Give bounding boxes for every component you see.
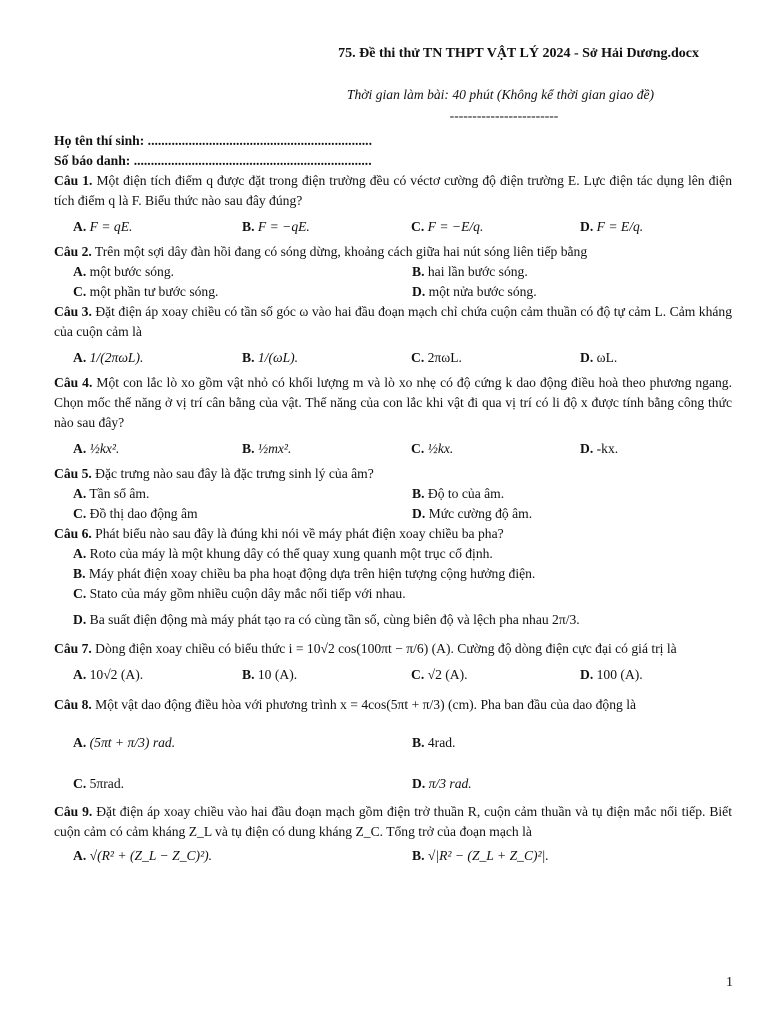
option-b: B. 4rad. bbox=[412, 735, 456, 750]
question-9: Câu 9. Đặt điện áp xoay chiều vào hai đầu đoạn mạch gồm điện trở thuần R, cuộn cảm thuần và tụ điện mắc nối tiếp. Biết cuộn cảm có cảm kháng Z_L và tụ điện có dung kháng Z_C. Tổng trở của đoạn mạch là bbox=[54, 804, 732, 839]
question-3: Câu 3. Đặt điện áp xoay chiều có tần số góc ω vào hai đầu đoạn mạch chỉ chứa cuộn cảm thuần có độ tự cảm L. Cảm kháng của cuộn cảm là bbox=[54, 304, 732, 339]
option-b: B. √|R² − (Z_L + Z_C)²|. bbox=[412, 848, 549, 863]
option-a: A. 10√2 (A). bbox=[73, 666, 144, 682]
option-d: D. -kx. bbox=[580, 440, 619, 456]
option-c: C. 5πrad. bbox=[73, 776, 125, 791]
question-7: Câu 7. Dòng điện xoay chiều có biểu thức i = 10√2 cos(100πt − π/6) (A). Cường độ dòng điện cực đại có giá trị là bbox=[54, 641, 677, 656]
option-d: D. Mức cường độ âm. bbox=[412, 506, 533, 521]
option-c: C. √2 (A). bbox=[411, 666, 468, 682]
option-c: C. F = −E/q. bbox=[411, 218, 484, 234]
question-8-options-row2 bbox=[54, 766, 732, 802]
question-1: Câu 1. Một điện tích điểm q được đặt trong điện trường đều có véctơ cường độ điện trường E. Lực điện tác dụng lên điện tích điểm q là F. Biểu thức nào sau đây đúng? bbox=[54, 173, 732, 208]
option-a: A. ½kx². bbox=[73, 440, 120, 456]
option-b: B. 1/(ωL). bbox=[242, 349, 299, 365]
option-a: A. √(R² + (Z_L − Z_C)²). bbox=[73, 848, 213, 863]
question-4: Câu 4. Một con lắc lò xo gồm vật nhỏ có khối lượng m và lò xo nhẹ có độ cứng k dao động điều hoà theo phương ngang. Chọn mốc thế năng ở vị trí cân bằng của vật. Thế năng của con lắc khi vật đi qua vị trí có li độ x được tính bằng công thức nào sau đây? bbox=[54, 375, 732, 430]
option-b: B. Độ to của âm. bbox=[412, 486, 505, 501]
document-title: 75. Đề thi thử TN THPT VẬT LÝ 2024 - Sở Hải Dương.docx bbox=[338, 46, 699, 61]
question-6: Câu 6. Phát biểu nào sau đây là đúng khi nói về máy phát điện xoay chiều ba pha? bbox=[54, 526, 504, 541]
option-b: B. ½mx². bbox=[242, 440, 292, 456]
option-d: D. ωL. bbox=[580, 349, 618, 365]
question-8: Câu 8. Một vật dao động điều hòa với phương trình x = 4cos(5πt + π/3) (cm). Pha ban đầu của dao động là bbox=[54, 697, 637, 712]
option-b: B. hai lần bước sóng. bbox=[412, 264, 528, 279]
option-a: A. F = qE. bbox=[73, 218, 133, 234]
student-id-line: Số báo danh: ...................................................................... bbox=[54, 153, 372, 168]
option-d: D. π/3 rad. bbox=[412, 776, 472, 791]
option-a: A. một bước sóng. bbox=[73, 264, 175, 279]
question-9-options bbox=[54, 842, 732, 870]
option-a: A. Roto của máy là một khung dây có thể quay xung quanh một trục cố định. bbox=[73, 546, 493, 561]
option-c: C. ½kx. bbox=[411, 440, 454, 456]
option-a: A. Tần số âm. bbox=[73, 486, 150, 501]
student-name-line: Họ tên thí sinh: .................................................................. bbox=[54, 133, 372, 148]
question-2-options-row1 bbox=[54, 262, 732, 282]
option-d: D. một nửa bước sóng. bbox=[412, 284, 537, 299]
question-5: Câu 5. Đặc trưng nào sau đây là đặc trưng sinh lý của âm? bbox=[54, 466, 374, 481]
document-page bbox=[54, 0, 732, 1024]
option-d: D. F = E/q. bbox=[580, 218, 644, 234]
time-limit: Thời gian làm bài: 40 phút (Không kể thời gian giao đề) bbox=[346, 87, 655, 102]
option-a: A. 1/(2πωL). bbox=[73, 349, 144, 365]
option-c: C. Stato của máy gồm nhiều cuộn dây mắc nối tiếp với nhau. bbox=[73, 586, 406, 601]
question-8-options-row1 bbox=[54, 720, 732, 766]
exam-body bbox=[54, 131, 732, 870]
question-2: Câu 2. Trên một sợi dây đàn hồi đang có sóng dừng, khoảng cách giữa hai nút sóng liên tiếp bằng bbox=[54, 244, 588, 259]
option-b: B. 10 (A). bbox=[242, 666, 298, 682]
question-7-options bbox=[54, 659, 732, 690]
question-5-options-row1 bbox=[54, 484, 732, 504]
option-d: D. Ba suất điện động mà máy phát tạo ra có cùng tần số, cùng biên độ và lệch pha nhau 2π/3. bbox=[73, 612, 580, 627]
option-a: A. (5πt + π/3) rad. bbox=[73, 735, 176, 750]
page-number: 1 bbox=[726, 975, 733, 990]
question-4-options bbox=[54, 433, 732, 464]
question-5-options-row2 bbox=[54, 504, 732, 524]
question-3-options bbox=[54, 342, 732, 373]
divider-dashes: ------------------------ bbox=[449, 108, 559, 123]
option-c: C. một phần tư bước sóng. bbox=[73, 284, 219, 299]
option-b: B. Máy phát điện xoay chiều ba pha hoạt động dựa trên hiện tượng cộng hưởng điện. bbox=[73, 566, 536, 581]
option-c: C. 2πωL. bbox=[411, 349, 462, 365]
question-2-options-row2 bbox=[54, 282, 732, 302]
option-b: B. F = −qE. bbox=[242, 218, 310, 234]
option-c: C. Đồ thị dao động âm bbox=[73, 506, 198, 521]
option-d: D. 100 (A). bbox=[580, 666, 643, 682]
question-1-options bbox=[54, 211, 732, 242]
